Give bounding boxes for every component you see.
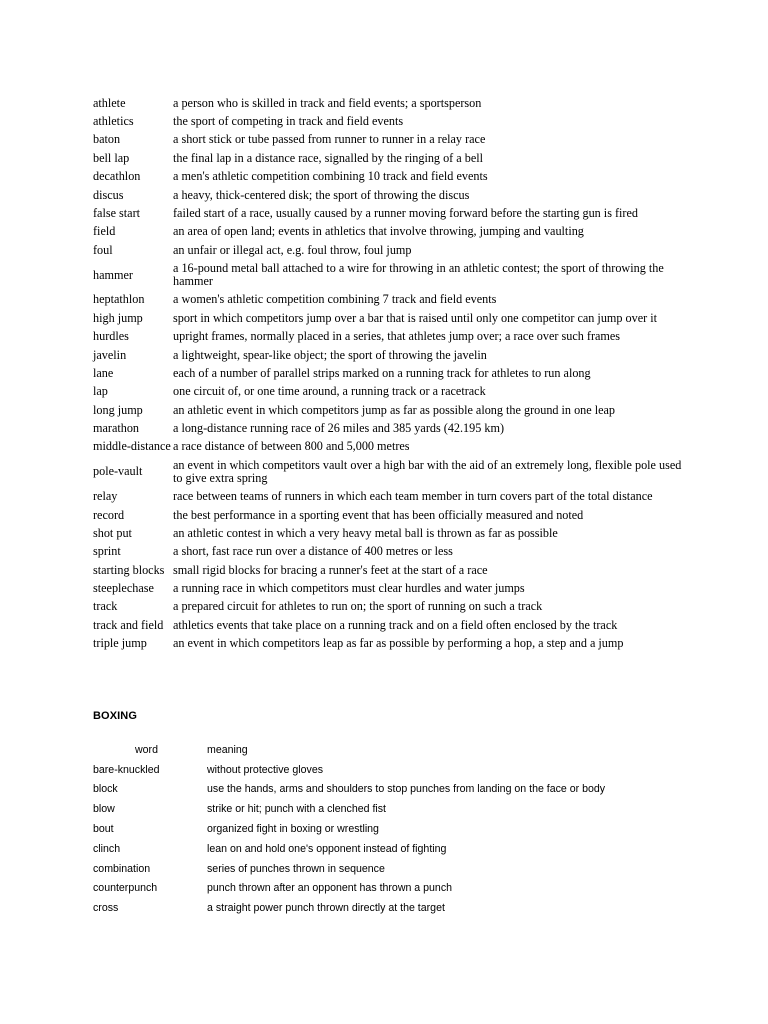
glossary-definition: a running race in which competitors must clear hurdles and water jumps bbox=[173, 581, 525, 596]
glossary-definition: failed start of a race, usually caused by a runner moving forward before the starting gun is fired bbox=[173, 205, 638, 220]
glossary-row bbox=[93, 543, 693, 561]
boxing-word: clinch bbox=[93, 842, 121, 855]
athletics-glossary-table bbox=[93, 94, 693, 653]
glossary-definition: a men's athletic competition combining 10 track and field events bbox=[173, 169, 488, 184]
glossary-row bbox=[93, 383, 693, 401]
glossary-term: shot put bbox=[93, 525, 132, 540]
glossary-row bbox=[93, 259, 693, 290]
glossary-row bbox=[93, 579, 693, 597]
glossary-row bbox=[93, 149, 693, 167]
glossary-row bbox=[93, 112, 693, 130]
glossary-definition: a women's athletic competition combining 7 track and field events bbox=[173, 292, 497, 307]
glossary-row bbox=[93, 241, 693, 259]
boxing-row bbox=[93, 878, 605, 898]
glossary-definition: race between teams of runners in which each team member in turn covers part of the total distance bbox=[173, 489, 653, 504]
glossary-term: long jump bbox=[93, 402, 143, 417]
boxing-word: blow bbox=[93, 803, 115, 816]
glossary-row bbox=[93, 561, 693, 579]
glossary-row bbox=[93, 419, 693, 437]
glossary-term: lap bbox=[93, 384, 108, 399]
glossary-row bbox=[93, 94, 693, 112]
boxing-heading: BOXING bbox=[93, 710, 137, 722]
glossary-term: hammer bbox=[93, 267, 133, 282]
glossary-term: athlete bbox=[93, 95, 126, 110]
glossary-definition: a prepared circuit for athletes to run on; the sport of running on such a track bbox=[173, 599, 543, 614]
boxing-glossary-table bbox=[93, 740, 605, 918]
glossary-row bbox=[93, 401, 693, 419]
glossary-row bbox=[93, 346, 693, 364]
glossary-definition: a long-distance running race of 26 miles and 385 yards (42.195 km) bbox=[173, 421, 505, 436]
glossary-definition: each of a number of parallel strips marked on a running track for athletes to run along bbox=[173, 365, 591, 380]
glossary-definition: an area of open land; events in athletics that involve throwing, jumping and vaulting bbox=[173, 224, 584, 239]
boxing-header-row bbox=[93, 740, 605, 760]
glossary-term: foul bbox=[93, 242, 113, 257]
glossary-definition: an athletic contest in which a very heavy metal ball is thrown as far as possible bbox=[173, 525, 558, 540]
glossary-definition: small rigid blocks for bracing a runner's feet at the start of a race bbox=[173, 562, 488, 577]
glossary-row bbox=[93, 598, 693, 616]
glossary-definition: an athletic event in which competitors jump as far as possible along the ground in one leap bbox=[173, 402, 616, 417]
boxing-row bbox=[93, 898, 605, 918]
glossary-row bbox=[93, 524, 693, 542]
boxing-meaning: strike or hit; punch with a clenched fist bbox=[207, 803, 387, 816]
glossary-definition: a lightweight, spear-like object; the sport of throwing the javelin bbox=[173, 347, 487, 362]
glossary-row bbox=[93, 204, 693, 222]
glossary-definition: an event in which competitors leap as far as possible by performing a hop, a step and a jump bbox=[173, 636, 624, 651]
glossary-definition: a 16-pound metal ball attached to a wire for throwing in an athletic contest; the sport of throwing the hammer bbox=[173, 261, 664, 289]
glossary-term: high jump bbox=[93, 310, 143, 325]
glossary-term: false start bbox=[93, 205, 141, 220]
glossary-term: bell lap bbox=[93, 150, 130, 165]
glossary-term: field bbox=[93, 224, 116, 239]
boxing-meaning: lean on and hold one's opponent instead of fighting bbox=[207, 842, 447, 855]
glossary-term: steeplechase bbox=[93, 581, 154, 596]
glossary-term: track and field bbox=[93, 617, 164, 632]
glossary-row bbox=[93, 635, 693, 653]
boxing-row bbox=[93, 780, 605, 800]
boxing-meaning: punch thrown after an opponent has thrown a punch bbox=[207, 882, 453, 895]
meaning-column-header: meaning bbox=[207, 743, 248, 756]
glossary-term: record bbox=[93, 507, 125, 522]
glossary-term: hurdles bbox=[93, 329, 129, 344]
boxing-row bbox=[93, 859, 605, 879]
glossary-term: javelin bbox=[93, 347, 127, 362]
glossary-row bbox=[93, 364, 693, 382]
boxing-word: bout bbox=[93, 823, 114, 836]
glossary-definition: a person who is skilled in track and field events; a sportsperson bbox=[173, 95, 482, 110]
glossary-row bbox=[93, 456, 693, 487]
boxing-word: counterpunch bbox=[93, 882, 158, 895]
glossary-term: lane bbox=[93, 365, 114, 380]
glossary-term: triple jump bbox=[93, 636, 147, 651]
glossary-definition: one circuit of, or one time around, a running track or a racetrack bbox=[173, 384, 486, 399]
glossary-row bbox=[93, 488, 693, 506]
glossary-term: middle-distance bbox=[93, 439, 171, 454]
glossary-definition: sport in which competitors jump over a bar that is raised until only one competitor can jump over it bbox=[173, 310, 658, 325]
boxing-meaning: without protective gloves bbox=[207, 763, 324, 776]
glossary-definition: an event in which competitors vault over a high bar with the aid of an extremely long, flexible pole used to give extra spring bbox=[173, 457, 682, 485]
boxing-meaning: series of punches thrown in sequence bbox=[207, 862, 385, 875]
glossary-definition: an unfair or illegal act, e.g. foul throw, foul jump bbox=[173, 242, 412, 257]
boxing-word: cross bbox=[93, 902, 119, 915]
glossary-definition: upright frames, normally placed in a series, that athletes jump over; a race over such frames bbox=[173, 329, 621, 344]
glossary-row bbox=[93, 309, 693, 327]
glossary-row bbox=[93, 131, 693, 149]
boxing-row bbox=[93, 760, 605, 780]
boxing-word: block bbox=[93, 783, 118, 796]
boxing-word: bare-knuckled bbox=[93, 763, 160, 776]
glossary-term: track bbox=[93, 599, 118, 614]
glossary-term: discus bbox=[93, 187, 124, 202]
glossary-term: athletics bbox=[93, 114, 134, 129]
glossary-term: decathlon bbox=[93, 169, 141, 184]
glossary-row bbox=[93, 168, 693, 186]
glossary-definition: the sport of competing in track and field events bbox=[173, 114, 404, 129]
glossary-definition: a short, fast race run over a distance of 400 metres or less bbox=[173, 544, 453, 559]
glossary-definition: the best performance in a sporting event that has been officially measured and noted bbox=[173, 507, 584, 522]
glossary-row bbox=[93, 506, 693, 524]
boxing-row bbox=[93, 839, 605, 859]
glossary-row bbox=[93, 616, 693, 634]
glossary-term: starting blocks bbox=[93, 562, 165, 577]
glossary-row bbox=[93, 291, 693, 309]
glossary-term: heptathlon bbox=[93, 292, 145, 307]
glossary-row bbox=[93, 438, 693, 456]
boxing-meaning: a straight power punch thrown directly at the target bbox=[207, 902, 445, 915]
glossary-definition: athletics events that take place on a running track and on a field often enclosed by the track bbox=[173, 617, 618, 632]
boxing-word: combination bbox=[93, 862, 151, 875]
boxing-row bbox=[93, 819, 605, 839]
boxing-meaning: organized fight in boxing or wrestling bbox=[207, 823, 379, 836]
word-column-header: word bbox=[135, 743, 158, 756]
glossary-definition: a race distance of between 800 and 5,000 metres bbox=[173, 439, 410, 454]
glossary-definition: the final lap in a distance race, signalled by the ringing of a bell bbox=[173, 150, 483, 165]
glossary-definition: a heavy, thick-centered disk; the sport of throwing the discus bbox=[173, 187, 470, 202]
boxing-row bbox=[93, 799, 605, 819]
glossary-row bbox=[93, 186, 693, 204]
glossary-term: relay bbox=[93, 489, 118, 504]
boxing-meaning: use the hands, arms and shoulders to stop punches from landing on the face or body bbox=[207, 783, 606, 796]
glossary-term: marathon bbox=[93, 421, 140, 436]
glossary-term: sprint bbox=[93, 544, 121, 559]
glossary-term: pole-vault bbox=[93, 464, 143, 479]
glossary-row bbox=[93, 223, 693, 241]
glossary-definition: a short stick or tube passed from runner to runner in a relay race bbox=[173, 132, 486, 147]
glossary-term: baton bbox=[93, 132, 121, 147]
glossary-row bbox=[93, 328, 693, 346]
